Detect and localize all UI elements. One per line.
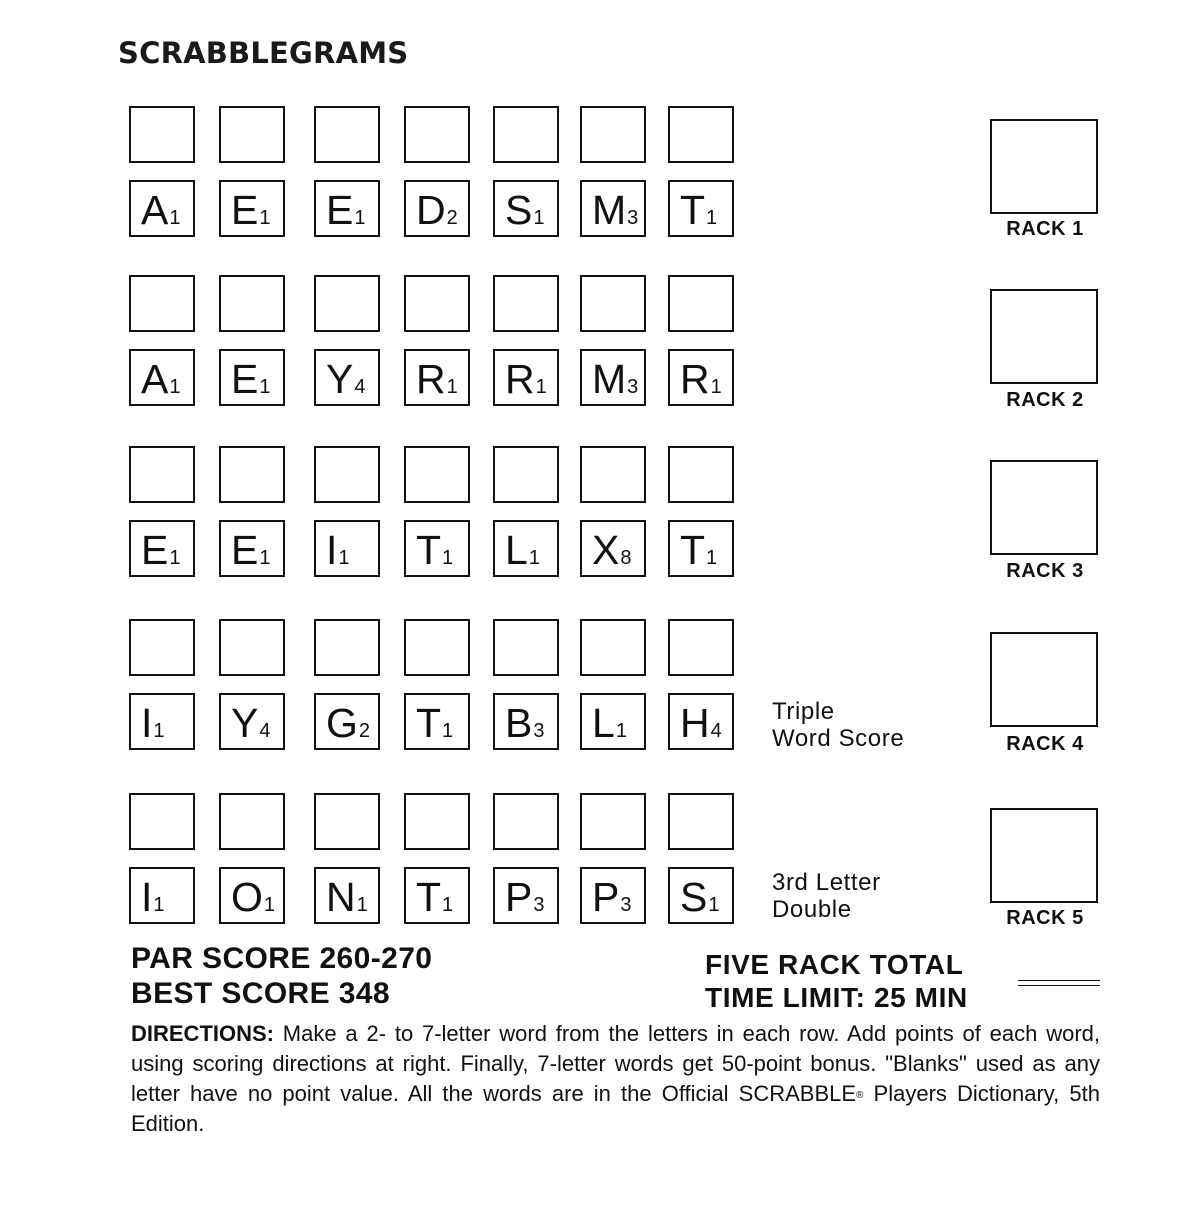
tile-points: 1 [533,207,545,229]
tile-points: 8 [620,547,632,569]
tile-face [416,187,458,233]
answer-box[interactable] [314,106,380,163]
tile-letter: T [680,527,706,573]
letter-tile [219,349,285,406]
tile-letter: L [592,700,615,746]
tile-letter: X [592,527,620,573]
tile-letter: R [416,356,446,402]
tile-points: 1 [338,547,350,569]
tile-face [680,700,722,746]
letter-tile [129,520,195,577]
tile-points: 1 [259,207,271,229]
tile-points: 1 [528,547,540,569]
tile-points: 1 [446,376,458,398]
letter-tile [404,867,470,924]
directions-text: Make a 2- to 7-letter word from the letters in each row. Add points of each word, using scoring directions at right. Finally, 7-letter words get 50-point bonus. "Blanks" used as any letter have no point value. All the words are in the Official SCRABBLE [131,1021,1100,1106]
tile-points: 1 [442,894,454,916]
tile-letter: E [231,187,259,233]
answer-box[interactable] [580,619,646,676]
best-score: BEST SCORE 348 [131,977,391,1010]
letter-tile [580,349,646,406]
tile-face [592,700,627,746]
rack-score-box[interactable] [990,460,1098,555]
tile-points: 1 [153,720,165,742]
tile-face [231,356,271,402]
letter-tile [580,867,646,924]
answer-box[interactable] [580,793,646,850]
tile-face [592,874,632,920]
letter-tile [219,867,285,924]
tile-face [141,874,165,920]
answer-box[interactable] [493,106,559,163]
tile-face [231,700,271,746]
letter-tile [404,180,470,237]
answer-box[interactable] [493,619,559,676]
tile-face [592,187,639,233]
scoring-note: Triple Word Score [772,698,905,752]
tile-face [231,187,271,233]
letter-tile [314,867,380,924]
letter-tile [219,693,285,750]
rack-label: RACK 3 [1006,560,1084,582]
total-answer-line-lower [1018,985,1100,986]
tile-face [505,356,547,402]
letter-tile [314,349,380,406]
tile-points: 1 [354,207,366,229]
tile-letter: B [505,700,533,746]
tile-points: 1 [169,376,181,398]
answer-box[interactable] [580,446,646,503]
rack-label: RACK 5 [1006,907,1084,929]
tile-points: 3 [627,207,639,229]
letter-tile [404,693,470,750]
tile-face [680,356,722,402]
tile-letter: E [231,356,259,402]
letter-tile [314,693,380,750]
letter-tile [129,349,195,406]
tile-face [680,527,718,573]
letter-tile [129,693,195,750]
tile-letter: T [680,187,706,233]
answer-box[interactable] [580,275,646,332]
tile-letter: S [505,187,533,233]
answer-box[interactable] [314,619,380,676]
tile-face [505,187,545,233]
tile-letter: R [680,356,710,402]
tile-letter: E [141,527,169,573]
answer-box[interactable] [668,446,734,503]
tile-face [141,700,165,746]
tile-letter: M [592,356,627,402]
tile-face [141,527,181,573]
tile-points: 3 [620,894,632,916]
letter-tile [129,180,195,237]
tile-points: 1 [442,720,454,742]
letter-tile [493,520,559,577]
tile-points: 1 [263,894,276,916]
tile-points: 4 [259,720,271,742]
letter-tile [219,520,285,577]
tile-points: 3 [627,376,639,398]
tile-points: 1 [706,547,718,569]
rack-score-box[interactable] [990,119,1098,214]
registered-mark: ® [856,1090,864,1101]
answer-box[interactable] [129,446,195,503]
answer-box[interactable] [129,106,195,163]
answer-box[interactable] [219,446,285,503]
letter-tile [314,520,380,577]
answer-box[interactable] [314,275,380,332]
tile-letter: E [231,527,259,573]
tile-face [592,356,639,402]
directions-lead: DIRECTIONS: [131,1021,274,1046]
tile-letter: A [141,187,169,233]
answer-box[interactable] [668,275,734,332]
tile-letter: P [592,874,620,920]
letter-tile [493,180,559,237]
tile-points: 1 [535,376,547,398]
letter-tile [493,867,559,924]
answer-box[interactable] [668,793,734,850]
directions [131,1019,1100,1139]
tile-letter: M [592,187,627,233]
tile-letter: S [680,874,708,920]
tile-letter: T [416,700,442,746]
scoring-note: 3rd Letter Double [772,869,881,923]
tile-face [416,700,454,746]
tile-points: 4 [710,720,722,742]
tile-points: 1 [153,894,165,916]
answer-box[interactable] [580,106,646,163]
tile-letter: D [416,187,446,233]
tile-face [505,874,545,920]
letter-tile [404,520,470,577]
answer-box[interactable] [219,793,285,850]
directions-text-end: Players Dictionary, 5th Edition. [131,1081,1100,1136]
answer-box[interactable] [493,275,559,332]
tile-letter: L [505,527,528,573]
letter-tile [668,349,734,406]
puzzle-title: SCRABBLEGRAMS [118,36,409,70]
tile-letter: N [326,874,356,920]
answer-box[interactable] [129,619,195,676]
rack-label: RACK 2 [1006,389,1084,411]
tile-letter: I [141,700,153,746]
tile-face [326,874,368,920]
tile-letter: Y [326,356,354,402]
tile-points: 4 [354,376,366,398]
answer-box[interactable] [668,106,734,163]
tile-face [680,874,720,920]
tile-face [141,187,181,233]
answer-box[interactable] [404,275,470,332]
answer-box[interactable] [219,619,285,676]
letter-tile [219,180,285,237]
tile-letter: G [326,700,358,746]
rack-score-box[interactable] [990,632,1098,727]
answer-box[interactable] [314,446,380,503]
letter-tile [668,693,734,750]
tile-face [592,527,632,573]
answer-box[interactable] [404,446,470,503]
answer-box[interactable] [404,619,470,676]
tile-letter: Y [231,700,259,746]
five-rack-total-label: FIVE RACK TOTAL [705,949,964,980]
answer-box[interactable] [404,106,470,163]
letter-tile [404,349,470,406]
tile-face [231,527,271,573]
tile-letter: T [416,527,442,573]
rack-label: RACK 4 [1006,733,1084,755]
answer-box[interactable] [129,275,195,332]
tile-points: 1 [259,547,271,569]
answer-box[interactable] [314,793,380,850]
letter-tile [129,867,195,924]
tile-points: 1 [356,894,368,916]
tile-points: 1 [169,207,181,229]
tile-letter: E [326,187,354,233]
rack-label: RACK 1 [1006,218,1084,240]
tile-face [326,356,366,402]
tile-points: 1 [708,894,720,916]
rack-score-box[interactable] [990,289,1098,384]
tile-face [141,356,181,402]
letter-tile [668,180,734,237]
tile-face [416,874,454,920]
tile-points: 3 [533,894,545,916]
letter-tile [580,520,646,577]
letter-tile [668,520,734,577]
par-score: PAR SCORE 260-270 [131,942,433,975]
answer-box[interactable] [219,275,285,332]
tile-face [231,874,276,920]
answer-box[interactable] [129,793,195,850]
tile-letter: A [141,356,169,402]
rack-score-box[interactable] [990,808,1098,903]
tile-letter: O [231,874,263,920]
letter-tile [580,180,646,237]
tile-face [680,187,718,233]
tile-points: 1 [706,207,718,229]
answer-box[interactable] [493,446,559,503]
tile-points: 1 [615,720,627,742]
tile-letter: I [326,527,338,573]
answer-box[interactable] [493,793,559,850]
answer-box[interactable] [668,619,734,676]
letter-tile [493,349,559,406]
tile-letter: I [141,874,153,920]
tile-points: 3 [533,720,545,742]
tile-face [416,356,458,402]
tile-points: 1 [259,376,271,398]
letter-tile [314,180,380,237]
tile-points: 1 [169,547,181,569]
tile-points: 2 [446,207,458,229]
tile-face [326,187,366,233]
letter-tile [668,867,734,924]
tile-face [326,527,350,573]
answer-box[interactable] [404,793,470,850]
total-answer-line[interactable] [1018,980,1100,981]
tile-face [416,527,454,573]
tile-letter: T [416,874,442,920]
tile-face [505,527,540,573]
tile-letter: P [505,874,533,920]
tile-face [505,700,545,746]
tile-points: 1 [442,547,454,569]
letter-tile [580,693,646,750]
letter-tile [493,693,559,750]
tile-letter: R [505,356,535,402]
tile-face [326,700,371,746]
time-limit-label: TIME LIMIT: 25 MIN [705,982,968,1013]
tile-points: 2 [358,720,371,742]
tile-letter: H [680,700,710,746]
tile-points: 1 [710,376,722,398]
answer-box[interactable] [219,106,285,163]
